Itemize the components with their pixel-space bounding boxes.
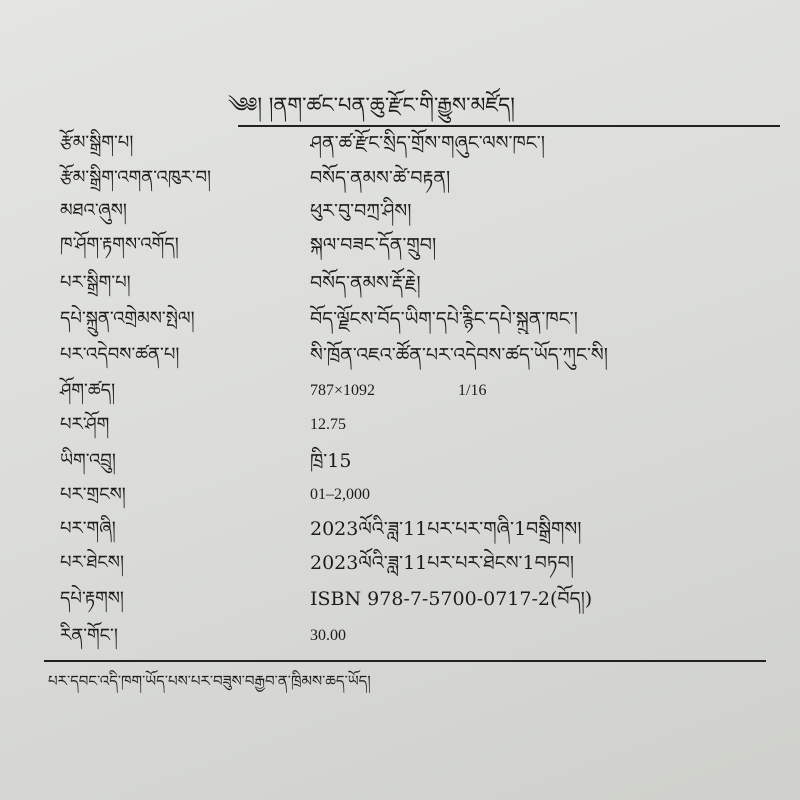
info-row-printing: [0, 548, 800, 578]
info-row-chief-editor: [0, 163, 800, 193]
row-label: དཔེ་སྐྲུན་འགྲེམས་སྤེལ།: [60, 308, 195, 329]
row-value: 12.75: [310, 416, 346, 433]
row-value-fraction: 1/16: [458, 382, 487, 399]
info-row-publisher: [0, 304, 800, 334]
row-label: པར་འདེབས་ཚན་པ།: [60, 344, 180, 365]
row-value: ISBN 978-7-5700-0717-2(བོད།): [310, 588, 593, 610]
row-value: 2023ལོའི་ཟླ་11པར་པར་གཞི་1བསྒྲིགས།: [310, 518, 582, 540]
row-label: ཡིག་འབྲུ།: [60, 450, 116, 471]
row-label: རྩོམ་སྒྲིག་འགན་འཁུར་བ།: [60, 167, 211, 188]
info-row-word-count: [0, 446, 800, 476]
row-value: 30.00: [310, 627, 346, 644]
book-title: ༄༅། །ནག་ཚང་པན་ཆུ་རྫོང་གི་རྒྱུས་མཛོད།: [228, 93, 515, 117]
row-value: 01–2,000: [310, 486, 370, 503]
row-label: མཐའ་ཞུས།: [60, 200, 127, 221]
row-label: རྩོམ་སྒྲིག་པ།: [60, 132, 134, 153]
row-value: ཁྲི་15: [310, 450, 352, 472]
row-value: བསོད་ནམས་ཚེ་བརྟན།: [310, 167, 451, 189]
info-row-proofreader: [0, 196, 800, 226]
row-label: ཤོག་ཚད།: [60, 380, 116, 401]
info-row-edition: [0, 514, 800, 544]
row-label: པར་ཤོག: [60, 414, 110, 435]
row-value: 787×1092: [310, 382, 376, 399]
info-row-format: [0, 376, 800, 406]
row-label: པར་ཐེངས།: [60, 552, 124, 573]
row-value: 2023ལོའི་ཟླ་11པར་པར་ཐེངས་1བཏབ།: [310, 552, 574, 574]
row-value: ཕུར་བུ་བཀྲ་ཤིས།: [310, 200, 412, 222]
row-value: སི་ཁྲོན་འཇའ་ཚོན་པར་འདེབས་ཚད་ཡོད་ཀུང་སི།: [310, 344, 608, 366]
info-row-printer: [0, 340, 800, 370]
info-row-typesetter: [0, 268, 800, 298]
copyright-notice: པར་དབང་འདི་ཁག་ཡོད་པས་པར་བཟུས་བརྒྱབ་ན་ཁྲིམས་ཆད་ཡོད།: [48, 672, 371, 690]
row-value: ཤན་ཚ་རྫོང་སྲིད་གྲོས་གཞུང་ལས་ཁང་།: [310, 132, 545, 154]
row-label: པར་གྲངས།: [60, 484, 126, 505]
info-row-cover-design: [0, 230, 800, 260]
info-row-isbn: [0, 584, 800, 614]
row-value: བསོད་ནམས་རྡོ་རྗེ།: [310, 272, 421, 294]
row-value: བོད་ལྗོངས་བོད་ཡིག་དཔེ་རྙིང་དཔེ་སྐྲུན་ཁང་།: [310, 308, 578, 330]
info-row-print-run: [0, 480, 800, 510]
row-label: པར་གཞི།: [60, 518, 116, 539]
row-label: ཁ་ཤོག་རྟགས་འགོད།: [60, 234, 179, 255]
info-row-sheets: [0, 410, 800, 440]
row-label: རིན་གོང་།: [60, 625, 118, 646]
row-label: པར་སྒྲིག་པ།: [60, 272, 131, 293]
title-divider: [238, 125, 780, 127]
row-label: དཔེ་རྟགས།: [60, 588, 124, 609]
row-value: སྐལ་བཟང་དོན་གྲུབ།: [310, 234, 437, 256]
info-row-editor: [0, 128, 800, 158]
info-row-price: [0, 621, 800, 651]
footer-divider: [44, 660, 766, 662]
